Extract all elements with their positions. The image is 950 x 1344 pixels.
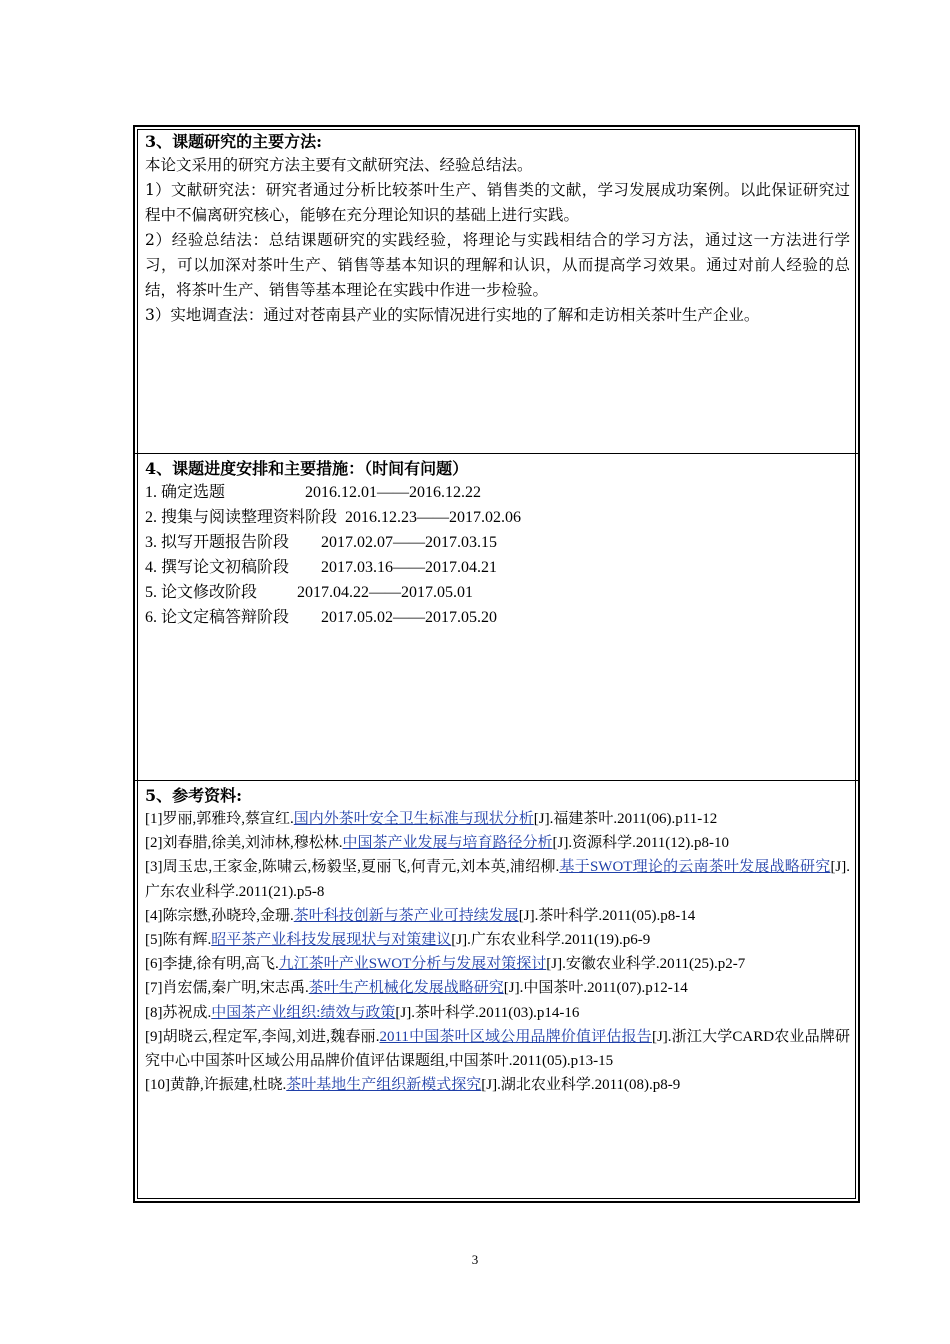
reference-item [145,952,850,976]
reference-link[interactable]: 茶叶科技创新与茶产业可持续发展 [293,907,519,924]
reference-item [145,1025,850,1073]
reference-authors: [5]陈有辉. [145,932,212,949]
methods-paragraph: 本论文采用的研究方法主要有文献研究法、经验总结法。 [145,156,533,174]
page-number: 3 [471,1252,479,1267]
proposal-table [133,125,860,1203]
reference-authors: [6]李捷,徐有明,高飞. [145,956,279,973]
reference-item [145,976,850,1000]
reference-link[interactable]: 九江茶叶产业SWOT分析与发展对策探讨 [278,956,547,973]
reference-authors: [7]肖宏儒,秦广明,宋志禹. [145,980,309,997]
reference-source: [J].安徽农业科学.2011(25).p2-7 [546,956,746,973]
reference-item [145,855,850,903]
reference-source: [J].广东农业科学.2011(19).p6-9 [451,932,651,949]
reference-authors: [2]刘春腊,徐美,刘沛林,穆松林. [145,835,343,852]
section-methods-heading: 3、课题研究的主要方法: [145,132,323,151]
reference-link[interactable]: 昭平茶产业科技发展现状与对策建议 [211,932,452,949]
reference-link[interactable]: 茶叶生产机械化发展战略研究 [308,980,504,997]
reference-item [145,1001,850,1025]
reference-source: [J].中国茶叶.2011(07).p12-14 [503,980,688,997]
section-references [135,780,858,1201]
section-methods [135,127,858,453]
section-references-heading: 5、参考资料: [145,786,243,805]
reference-source: [J].福建茶叶.2011(06).p11-12 [533,811,718,827]
reference-link[interactable]: 中国茶产业组织:绩效与政策 [211,1004,396,1021]
reference-item [145,831,850,855]
reference-authors: [9]胡晓云,程定军,李闯,刘进,魏春丽. [145,1028,380,1045]
reference-link[interactable]: 中国茶产业发展与培育路径分析 [342,835,553,852]
reference-authors: [1]罗丽,郭雅玲,蔡宣红. [145,811,294,827]
reference-item [145,1073,850,1097]
reference-link[interactable]: 2011中国茶叶区域公用品牌价值评估报告 [379,1028,652,1045]
reference-source: [J].广东农业科学.2011(21).p5-8 [145,859,851,900]
methods-paragraph: 2）经验总结法：总结课题研究的实践经验，将理论与实践相结合的学习方法，通过这一方法进行学习，可以加深对茶叶生产、销售等基本知识的理解和认识，从而提高学习效果。通过对前人经验的总结，将茶叶生产、销售等基本理论在实践中作进一步检验。 [145,231,850,299]
section-schedule [135,453,858,780]
methods-paragraph: 3）实地调查法：通过对苍南县产业的实际情况进行实地的了解和走访相关茶叶生产企业。 [145,306,760,324]
reference-source: [J].茶叶科学.2011(05).p8-14 [518,907,696,924]
reference-authors: [3]周玉忠,王家金,陈啸云,杨毅坚,夏丽飞,何青元,刘本英,浦绍柳. [145,859,560,876]
reference-source: [J].湖北农业科学.2011(08).p8-9 [481,1077,681,1094]
reference-item [145,928,850,952]
reference-source: [J].资源科学.2011(12).p8-10 [552,835,730,852]
reference-source: [J].浙江大学CARD农业品牌研究中心中国茶叶区域公用品牌价值评估课题组,中国茶叶.2011(05).p13-15 [145,1028,850,1070]
schedule-item: 2. 搜集与阅读整理资料阶段 2016.12.23——2017.02.06 [145,509,522,526]
schedule-item: 4. 撰写论文初稿阶段 2017.03.16——2017.04.21 [145,559,498,576]
schedule-item: 3. 拟写开题报告阶段 2017.02.07——2017.03.15 [145,534,498,551]
schedule-item: 5. 论文修改阶段 2017.04.22——2017.05.01 [145,584,474,601]
reference-authors: [8]苏祝成. [145,1004,212,1021]
reference-item [145,807,850,831]
reference-authors: [10]黄静,许振建,杜晓. [145,1077,287,1094]
reference-link[interactable]: 国内外茶叶安全卫生标准与现状分析 [293,811,534,827]
schedule-item: 6. 论文定稿答辩阶段 2017.05.02——2017.05.20 [145,609,498,626]
reference-link[interactable]: 基于SWOT理论的云南茶叶发展战略研究 [559,859,831,876]
reference-item [145,904,850,928]
section-schedule-heading: 4、课题进度安排和主要措施：（时间有问题） [145,459,469,478]
reference-authors: [4]陈宗懋,孙晓玲,金珊. [145,907,294,924]
schedule-item: 1. 确定选题 2016.12.01——2016.12.22 [145,484,482,501]
methods-paragraph: 1）文献研究法：研究者通过分析比较茶叶生产、销售类的文献，学习发展成功案例。以此保证研究过程中不偏离研究核心，能够在充分理论知识的基础上进行实践。 [145,181,850,224]
reference-source: [J].茶叶科学.2011(03).p14-16 [395,1004,580,1021]
reference-link[interactable]: 茶叶基地生产组织新模式探究 [286,1077,482,1094]
